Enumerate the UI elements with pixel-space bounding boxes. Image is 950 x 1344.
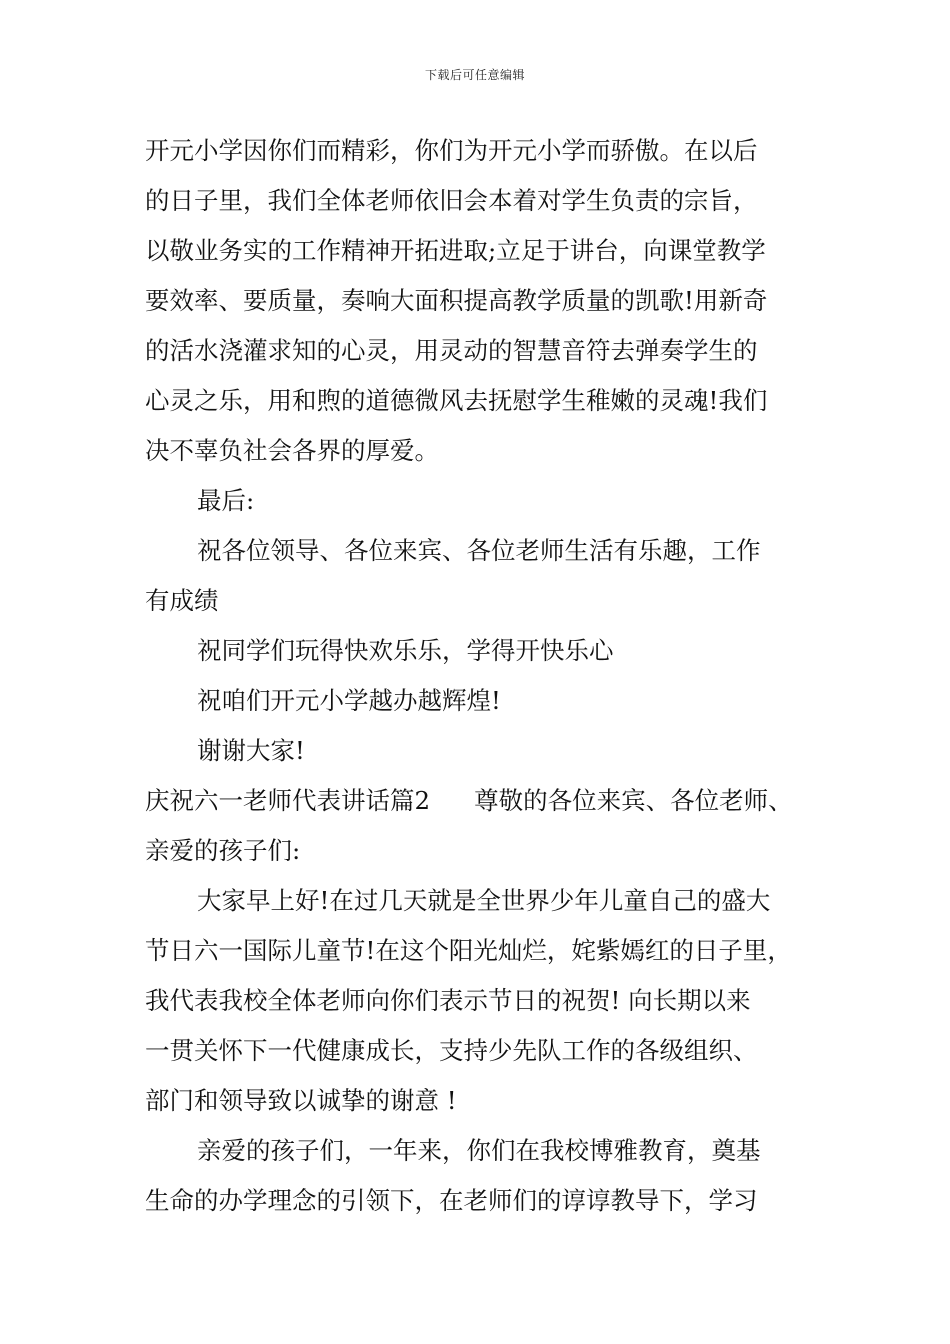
section-title-line — [145, 776, 835, 826]
text-line: 亲爱的孩子们: — [145, 836, 301, 865]
text-line: 亲爱的孩子们，一年来，你们在我校博雅教育，奠基 — [197, 1136, 761, 1165]
text-line: 生命的办学理念的引领下，在老师们的谆谆教导下，学习 — [145, 1186, 758, 1215]
text-line: 心灵之乐，用和煦的道德微风去抚慰学生稚嫩的灵魂!我们 — [145, 386, 768, 415]
text-line: 有成绩 — [145, 586, 219, 615]
text-line: 以敬业务实的工作精神开拓进取;立足于讲台，向课堂教学 — [145, 236, 766, 265]
text-line: 决不辜负社会各界的厚爱。 — [145, 436, 439, 465]
text-line: 的活水浇灌求知的心灵，用灵动的智慧音符去弹奏学生的 — [145, 336, 758, 365]
text-line: 最后: — [197, 486, 255, 515]
text-line: 一贯关怀下一代健康成长，支持少先队工作的各级组织、 — [145, 1036, 758, 1065]
document-body — [145, 126, 835, 1226]
salutation: 尊敬的各位来宾、各位老师、 — [474, 786, 793, 815]
text-line: 祝咱们开元小学越办越辉煌! — [197, 686, 501, 715]
section-title: 庆祝六一老师代表讲话篇2 — [145, 786, 431, 815]
text-line: 开元小学因你们而精彩，你们为开元小学而骄傲。在以后 — [145, 136, 758, 165]
text-line: 祝同学们玩得快欢乐乐，学得开快乐心 — [197, 636, 614, 665]
text-line: 祝各位领导、各位来宾、各位老师生活有乐趣，工作 — [197, 536, 761, 565]
text-line: 谢谢大家! — [197, 736, 305, 765]
text-line: 部门和领导致以诚挚的谢意 ! — [145, 1086, 457, 1115]
page-header: 下载后可任意编辑 — [424, 68, 525, 82]
text-line: 要效率、要质量，奏响大面积提高教学质量的凯歌!用新奇 — [145, 286, 768, 315]
text-line: 我代表我校全体老师向你们表示节日的祝贺! 向长期以来 — [145, 986, 751, 1015]
text-line: 大家早上好!在过几天就是全世界少年儿童自己的盛大 — [197, 886, 771, 915]
text-line: 节日六一国际儿童节!在这个阳光灿烂，姹紫嫣红的日子里， — [145, 936, 792, 965]
text-line: 的日子里，我们全体老师依旧会本着对学生负责的宗旨， — [145, 186, 758, 215]
